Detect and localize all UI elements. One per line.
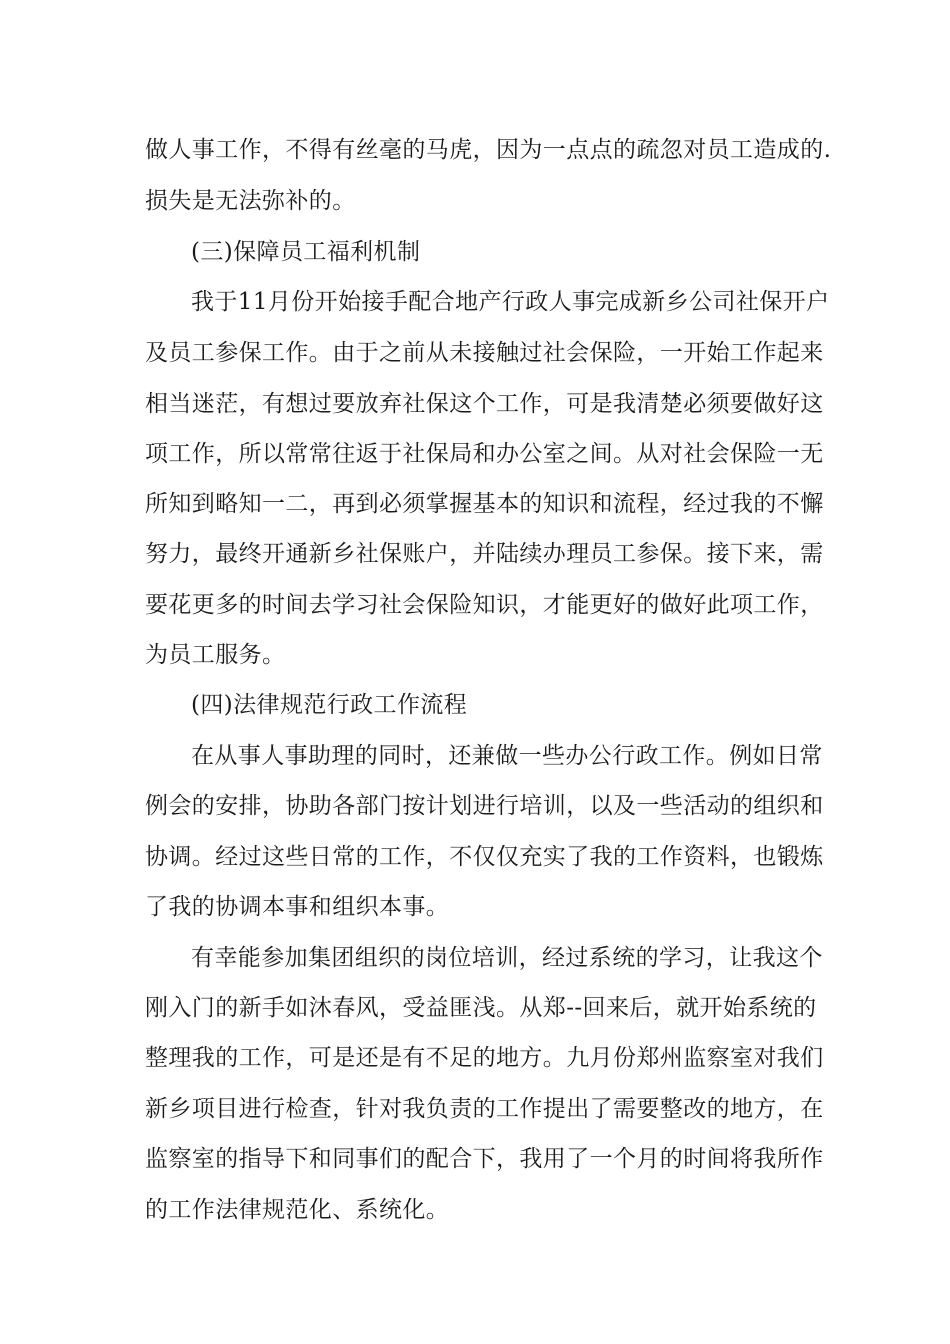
text-line: 项工作，所以常常往返于社保局和办公室之间。从对社会保险一无 xyxy=(145,441,824,467)
text-line: 做人事工作，不得有丝毫的马虎，因为一点点的疏忽对员工造成的. xyxy=(145,137,832,163)
text-line: 协调。经过这些日常的工作，不仅仅充实了我的工作资料，也锻炼 xyxy=(145,844,824,870)
text-line: 刚入门的新手如沐春风，受益匪浅。从郑--回来后，就开始系统的 xyxy=(145,995,817,1021)
text-line: 为员工服务。 xyxy=(145,642,286,668)
text-line: 所知到略知一二，再到必须掌握基本的知识和流程，经过我的不懈 xyxy=(145,491,824,517)
text-line: 有幸能参加集团组织的岗位培训，经过系统的学习，让我这个 xyxy=(191,945,823,971)
section-heading: (四)法律规范行政工作流程 xyxy=(191,692,468,718)
text-line: 了我的协调本事和组织本事。 xyxy=(145,894,450,920)
text-line: 我于11月份开始接手配合地产行政人事完成新乡公司社保开户 xyxy=(191,289,830,315)
section-heading: (三)保障员工福利机制 xyxy=(191,239,421,265)
text-line: 监察室的指导下和同事们的配合下，我用了一个月的时间将我所作 xyxy=(145,1146,824,1172)
text-line: 整理我的工作，可是还是有不足的地方。九月份郑州监察室对我们 xyxy=(145,1045,824,1071)
text-line: 损失是无法弥补的。 xyxy=(145,188,356,214)
text-line: 努力，最终开通新乡社保账户，并陆续办理员工参保。接下来，需 xyxy=(145,541,824,567)
text-line: 及员工参保工作。由于之前从未接触过社会保险，一开始工作起来 xyxy=(145,340,824,366)
text-line: 的工作法律规范化、系统化。 xyxy=(145,1197,450,1223)
text-line: 相当迷茫，有想过要放弃社保这个工作，可是我清楚必须要做好这 xyxy=(145,391,824,417)
text-line: 新乡项目进行检查，针对我负责的工作提出了需要整改的地方，在 xyxy=(145,1096,824,1122)
text-line: 要花更多的时间去学习社会保险知识，才能更好的做好此项工作， xyxy=(145,592,824,618)
text-line: 例会的安排，协助各部门按计划进行培训，以及一些活动的组织和 xyxy=(145,793,824,819)
text-line: 在从事人事助理的同时，还兼做一些办公行政工作。例如日常 xyxy=(191,743,823,769)
